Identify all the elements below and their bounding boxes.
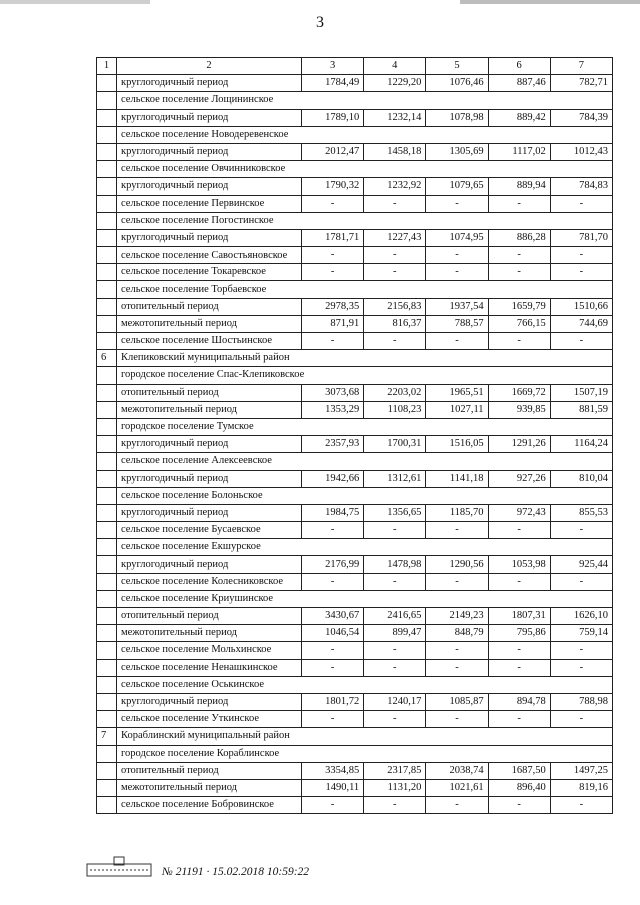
settlement-name: сельское поселение Первинское xyxy=(117,195,302,212)
value-cell-5: 1078,98 xyxy=(426,109,488,126)
settlement-name: сельское поселение Токаревское xyxy=(117,264,302,281)
table-row xyxy=(97,608,613,625)
value-cell-7: 855,53 xyxy=(550,504,612,521)
value-cell-3: - xyxy=(302,642,364,659)
value-cell-4: - xyxy=(364,247,426,264)
row-number-cell xyxy=(97,573,117,590)
value-cell-3: - xyxy=(302,333,364,350)
value-cell-7: 925,44 xyxy=(550,556,612,573)
value-cell-7: 784,83 xyxy=(550,178,612,195)
value-cell-6: - xyxy=(488,333,550,350)
settlement-name: сельское поселение Торбаевское xyxy=(117,281,613,298)
table-row xyxy=(97,367,613,384)
table-row xyxy=(97,350,613,367)
row-number-cell xyxy=(97,143,117,160)
period-label: отопительный период xyxy=(117,384,302,401)
table-row xyxy=(97,711,613,728)
value-cell-3: - xyxy=(302,711,364,728)
value-cell-6: 766,15 xyxy=(488,315,550,332)
value-cell-7: - xyxy=(550,195,612,212)
value-cell-5: - xyxy=(426,264,488,281)
period-label: отопительный период xyxy=(117,762,302,779)
value-cell-5: - xyxy=(426,522,488,539)
row-number-cell xyxy=(97,126,117,143)
value-cell-5: 2038,74 xyxy=(426,762,488,779)
table-row xyxy=(97,693,613,710)
table-row xyxy=(97,573,613,590)
period-label: отопительный период xyxy=(117,608,302,625)
value-cell-3: 3430,67 xyxy=(302,608,364,625)
row-number-cell xyxy=(97,711,117,728)
value-cell-7: 1507,19 xyxy=(550,384,612,401)
period-label: отопительный период xyxy=(117,298,302,315)
table-row xyxy=(97,539,613,556)
row-number-cell xyxy=(97,625,117,642)
value-cell-3: - xyxy=(302,797,364,814)
column-header-6: 6 xyxy=(488,58,550,75)
settlement-name: сельское поселение Новодеревенское xyxy=(117,126,613,143)
value-cell-6: 1053,98 xyxy=(488,556,550,573)
value-cell-4: 2317,85 xyxy=(364,762,426,779)
table-row xyxy=(97,590,613,607)
value-cell-4: 2203,02 xyxy=(364,384,426,401)
table-row xyxy=(97,642,613,659)
settlement-name: сельское поселение Лощининское xyxy=(117,92,613,109)
row-number-cell xyxy=(97,762,117,779)
value-cell-7: 759,14 xyxy=(550,625,612,642)
value-cell-7: 1012,43 xyxy=(550,143,612,160)
value-cell-5: - xyxy=(426,797,488,814)
value-cell-5: - xyxy=(426,247,488,264)
value-cell-6: - xyxy=(488,642,550,659)
table-header-row xyxy=(97,58,613,75)
table-row xyxy=(97,797,613,814)
value-cell-3: 1490,11 xyxy=(302,779,364,796)
row-number-cell xyxy=(97,92,117,109)
settlement-name: городское поселение Спас-Клепиковское xyxy=(117,367,613,384)
table-row xyxy=(97,229,613,246)
row-number-cell xyxy=(97,212,117,229)
table-row xyxy=(97,126,613,143)
table-row xyxy=(97,143,613,160)
value-cell-3: 1790,32 xyxy=(302,178,364,195)
table-row xyxy=(97,676,613,693)
row-number-cell xyxy=(97,384,117,401)
value-cell-7: 810,04 xyxy=(550,470,612,487)
value-cell-7: 1626,10 xyxy=(550,608,612,625)
value-cell-7: 784,39 xyxy=(550,109,612,126)
row-number-cell xyxy=(97,315,117,332)
value-cell-3: - xyxy=(302,573,364,590)
row-number-cell xyxy=(97,693,117,710)
value-cell-7: - xyxy=(550,711,612,728)
value-cell-3: - xyxy=(302,247,364,264)
value-cell-6: - xyxy=(488,573,550,590)
value-cell-5: - xyxy=(426,642,488,659)
period-label: круглогодичный период xyxy=(117,229,302,246)
value-cell-6: - xyxy=(488,797,550,814)
value-cell-7: 881,59 xyxy=(550,401,612,418)
value-cell-6: - xyxy=(488,659,550,676)
period-label: круглогодичный период xyxy=(117,178,302,195)
value-cell-6: 889,42 xyxy=(488,109,550,126)
period-label: круглогодичный период xyxy=(117,504,302,521)
value-cell-5: 1965,51 xyxy=(426,384,488,401)
row-number-cell xyxy=(97,539,117,556)
value-cell-5: 1076,46 xyxy=(426,75,488,92)
value-cell-4: 1240,17 xyxy=(364,693,426,710)
settlement-name: сельское поселение Алексеевское xyxy=(117,453,613,470)
settlement-name: сельское поселение Овчинниковское xyxy=(117,161,613,178)
value-cell-6: 1807,31 xyxy=(488,608,550,625)
value-cell-4: - xyxy=(364,797,426,814)
value-cell-4: - xyxy=(364,264,426,281)
value-cell-3: 1046,54 xyxy=(302,625,364,642)
scan-artifact xyxy=(0,0,150,4)
row-number-cell xyxy=(97,418,117,435)
settlement-name: сельское поселение Оськинское xyxy=(117,676,613,693)
table-row xyxy=(97,161,613,178)
value-cell-6: 1117,02 xyxy=(488,143,550,160)
table-row xyxy=(97,762,613,779)
row-number-cell xyxy=(97,608,117,625)
value-cell-4: 1478,98 xyxy=(364,556,426,573)
row-number-cell xyxy=(97,470,117,487)
scan-artifact xyxy=(460,0,640,4)
row-number-cell xyxy=(97,264,117,281)
value-cell-5: 1021,61 xyxy=(426,779,488,796)
value-cell-7: 1510,66 xyxy=(550,298,612,315)
value-cell-6: 896,40 xyxy=(488,779,550,796)
value-cell-6: 1687,50 xyxy=(488,762,550,779)
value-cell-4: - xyxy=(364,573,426,590)
value-cell-7: 1497,25 xyxy=(550,762,612,779)
settlement-name: сельское поселение Уткинское xyxy=(117,711,302,728)
row-number-cell xyxy=(97,642,117,659)
value-cell-4: - xyxy=(364,333,426,350)
value-cell-5: 1516,05 xyxy=(426,436,488,453)
row-number-cell xyxy=(97,436,117,453)
value-cell-7: - xyxy=(550,333,612,350)
table-row xyxy=(97,556,613,573)
table-row xyxy=(97,745,613,762)
value-cell-6: 795,86 xyxy=(488,625,550,642)
value-cell-3: 1801,72 xyxy=(302,693,364,710)
table-row xyxy=(97,504,613,521)
value-cell-4: 1312,61 xyxy=(364,470,426,487)
table-row xyxy=(97,384,613,401)
table-row xyxy=(97,728,613,745)
column-header-2: 2 xyxy=(117,58,302,75)
value-cell-3: 1984,75 xyxy=(302,504,364,521)
value-cell-4: 1131,20 xyxy=(364,779,426,796)
value-cell-3: 1353,29 xyxy=(302,401,364,418)
period-label: круглогодичный период xyxy=(117,143,302,160)
table-row xyxy=(97,401,613,418)
value-cell-3: 2176,99 xyxy=(302,556,364,573)
row-number-cell xyxy=(97,229,117,246)
value-cell-7: - xyxy=(550,264,612,281)
value-cell-6: - xyxy=(488,522,550,539)
value-cell-3: 2012,47 xyxy=(302,143,364,160)
value-cell-4: 1458,18 xyxy=(364,143,426,160)
value-cell-4: - xyxy=(364,659,426,676)
row-number-cell xyxy=(97,298,117,315)
column-header-3: 3 xyxy=(302,58,364,75)
value-cell-5: 2149,23 xyxy=(426,608,488,625)
value-cell-5: - xyxy=(426,333,488,350)
row-number-cell xyxy=(97,75,117,92)
value-cell-5: - xyxy=(426,659,488,676)
row-number-cell xyxy=(97,178,117,195)
row-number-cell xyxy=(97,333,117,350)
value-cell-7: - xyxy=(550,573,612,590)
district-name: Клепиковский муниципальный район xyxy=(117,350,613,367)
period-label: круглогодичный период xyxy=(117,75,302,92)
table-row xyxy=(97,522,613,539)
value-cell-5: 1074,95 xyxy=(426,229,488,246)
value-cell-5: 1290,56 xyxy=(426,556,488,573)
period-label: межотопительный период xyxy=(117,779,302,796)
district-name: Кораблинский муниципальный район xyxy=(117,728,613,745)
period-label: круглогодичный период xyxy=(117,109,302,126)
table-row xyxy=(97,315,613,332)
value-cell-5: 848,79 xyxy=(426,625,488,642)
settlement-name: городское поселение Кораблинское xyxy=(117,745,613,762)
row-number-cell xyxy=(97,659,117,676)
column-header-1: 1 xyxy=(97,58,117,75)
table-row xyxy=(97,625,613,642)
value-cell-3: 1789,10 xyxy=(302,109,364,126)
value-cell-4: 2156,83 xyxy=(364,298,426,315)
table-row xyxy=(97,436,613,453)
value-cell-6: 1291,26 xyxy=(488,436,550,453)
settlement-name: сельское поселение Криушинское xyxy=(117,590,613,607)
value-cell-3: - xyxy=(302,264,364,281)
value-cell-3: 1784,49 xyxy=(302,75,364,92)
value-cell-6: 887,46 xyxy=(488,75,550,92)
value-cell-6: 889,94 xyxy=(488,178,550,195)
tariff-table xyxy=(96,57,613,814)
document-stamp-icon xyxy=(86,856,152,880)
table-row xyxy=(97,75,613,92)
value-cell-4: 1227,43 xyxy=(364,229,426,246)
settlement-name: сельское поселение Екшурское xyxy=(117,539,613,556)
value-cell-3: 3073,68 xyxy=(302,384,364,401)
row-number-cell xyxy=(97,195,117,212)
value-cell-5: - xyxy=(426,573,488,590)
value-cell-4: 2416,65 xyxy=(364,608,426,625)
value-cell-3: 871,91 xyxy=(302,315,364,332)
value-cell-4: - xyxy=(364,522,426,539)
value-cell-5: - xyxy=(426,195,488,212)
value-cell-4: 1356,65 xyxy=(364,504,426,521)
settlement-name: сельское поселение Бусаевское xyxy=(117,522,302,539)
period-label: круглогодичный период xyxy=(117,470,302,487)
district-number: 7 xyxy=(97,728,117,745)
value-cell-7: - xyxy=(550,247,612,264)
row-number-cell xyxy=(97,109,117,126)
value-cell-6: 894,78 xyxy=(488,693,550,710)
value-cell-3: - xyxy=(302,522,364,539)
table-row xyxy=(97,470,613,487)
value-cell-4: 1232,14 xyxy=(364,109,426,126)
value-cell-3: 3354,85 xyxy=(302,762,364,779)
value-cell-7: - xyxy=(550,659,612,676)
row-number-cell xyxy=(97,161,117,178)
row-number-cell xyxy=(97,281,117,298)
row-number-cell xyxy=(97,522,117,539)
period-label: круглогодичный период xyxy=(117,556,302,573)
settlement-name: сельское поселение Погостинское xyxy=(117,212,613,229)
value-cell-6: 1669,72 xyxy=(488,384,550,401)
value-cell-3: 2357,93 xyxy=(302,436,364,453)
value-cell-6: 1659,79 xyxy=(488,298,550,315)
value-cell-5: - xyxy=(426,711,488,728)
row-number-cell xyxy=(97,453,117,470)
table-row xyxy=(97,212,613,229)
value-cell-7: - xyxy=(550,642,612,659)
period-label: круглогодичный период xyxy=(117,436,302,453)
value-cell-4: - xyxy=(364,711,426,728)
value-cell-7: 781,70 xyxy=(550,229,612,246)
footer-doc-id: № 21191 · 15.02.2018 10:59:22 xyxy=(162,866,310,878)
value-cell-5: 1937,54 xyxy=(426,298,488,315)
district-number: 6 xyxy=(97,350,117,367)
value-cell-4: 899,47 xyxy=(364,625,426,642)
value-cell-5: 1079,65 xyxy=(426,178,488,195)
value-cell-3: 1781,71 xyxy=(302,229,364,246)
value-cell-4: - xyxy=(364,195,426,212)
column-header-5: 5 xyxy=(426,58,488,75)
value-cell-7: 744,69 xyxy=(550,315,612,332)
table-row xyxy=(97,418,613,435)
row-number-cell xyxy=(97,590,117,607)
value-cell-5: 1185,70 xyxy=(426,504,488,521)
value-cell-3: - xyxy=(302,195,364,212)
table-row xyxy=(97,264,613,281)
table-row xyxy=(97,659,613,676)
value-cell-6: 927,26 xyxy=(488,470,550,487)
value-cell-6: - xyxy=(488,264,550,281)
value-cell-3: 1942,66 xyxy=(302,470,364,487)
settlement-name: сельское поселение Болоньское xyxy=(117,487,613,504)
value-cell-6: 939,85 xyxy=(488,401,550,418)
value-cell-3: 2978,35 xyxy=(302,298,364,315)
table-row xyxy=(97,281,613,298)
row-number-cell xyxy=(97,676,117,693)
column-header-4: 4 xyxy=(364,58,426,75)
row-number-cell xyxy=(97,797,117,814)
page-number: 3 xyxy=(316,14,324,31)
value-cell-7: 782,71 xyxy=(550,75,612,92)
value-cell-5: 1085,87 xyxy=(426,693,488,710)
value-cell-7: - xyxy=(550,797,612,814)
settlement-name: сельское поселение Шостьинское xyxy=(117,333,302,350)
row-number-cell xyxy=(97,401,117,418)
settlement-name: сельское поселение Бобровинское xyxy=(117,797,302,814)
value-cell-7: 819,16 xyxy=(550,779,612,796)
table-row xyxy=(97,109,613,126)
value-cell-6: - xyxy=(488,247,550,264)
row-number-cell xyxy=(97,556,117,573)
row-number-cell xyxy=(97,779,117,796)
period-label: межотопительный период xyxy=(117,315,302,332)
value-cell-6: - xyxy=(488,711,550,728)
table-row xyxy=(97,298,613,315)
value-cell-4: - xyxy=(364,642,426,659)
value-cell-5: 1305,69 xyxy=(426,143,488,160)
value-cell-4: 1700,31 xyxy=(364,436,426,453)
table-row xyxy=(97,453,613,470)
table-row xyxy=(97,333,613,350)
column-header-7: 7 xyxy=(550,58,612,75)
table-row xyxy=(97,178,613,195)
settlement-name: сельское поселение Мольхинское xyxy=(117,642,302,659)
value-cell-6: 972,43 xyxy=(488,504,550,521)
table-row xyxy=(97,247,613,264)
value-cell-6: - xyxy=(488,195,550,212)
value-cell-7: 788,98 xyxy=(550,693,612,710)
table-row xyxy=(97,195,613,212)
row-number-cell xyxy=(97,367,117,384)
period-label: межотопительный период xyxy=(117,625,302,642)
value-cell-4: 1108,23 xyxy=(364,401,426,418)
period-label: круглогодичный период xyxy=(117,693,302,710)
value-cell-5: 788,57 xyxy=(426,315,488,332)
value-cell-4: 1229,20 xyxy=(364,75,426,92)
table-row xyxy=(97,779,613,796)
row-number-cell xyxy=(97,247,117,264)
period-label: межотопительный период xyxy=(117,401,302,418)
value-cell-5: 1027,11 xyxy=(426,401,488,418)
table-row xyxy=(97,487,613,504)
value-cell-4: 816,37 xyxy=(364,315,426,332)
value-cell-6: 886,28 xyxy=(488,229,550,246)
value-cell-5: 1141,18 xyxy=(426,470,488,487)
settlement-name: сельское поселение Колесниковское xyxy=(117,573,302,590)
value-cell-7: 1164,24 xyxy=(550,436,612,453)
row-number-cell xyxy=(97,504,117,521)
settlement-name: городское поселение Тумское xyxy=(117,418,613,435)
value-cell-7: - xyxy=(550,522,612,539)
settlement-name: сельское поселение Ненашкинское xyxy=(117,659,302,676)
settlement-name: сельское поселение Савостьяновское xyxy=(117,247,302,264)
row-number-cell xyxy=(97,745,117,762)
value-cell-4: 1232,92 xyxy=(364,178,426,195)
value-cell-3: - xyxy=(302,659,364,676)
table-row xyxy=(97,92,613,109)
row-number-cell xyxy=(97,487,117,504)
